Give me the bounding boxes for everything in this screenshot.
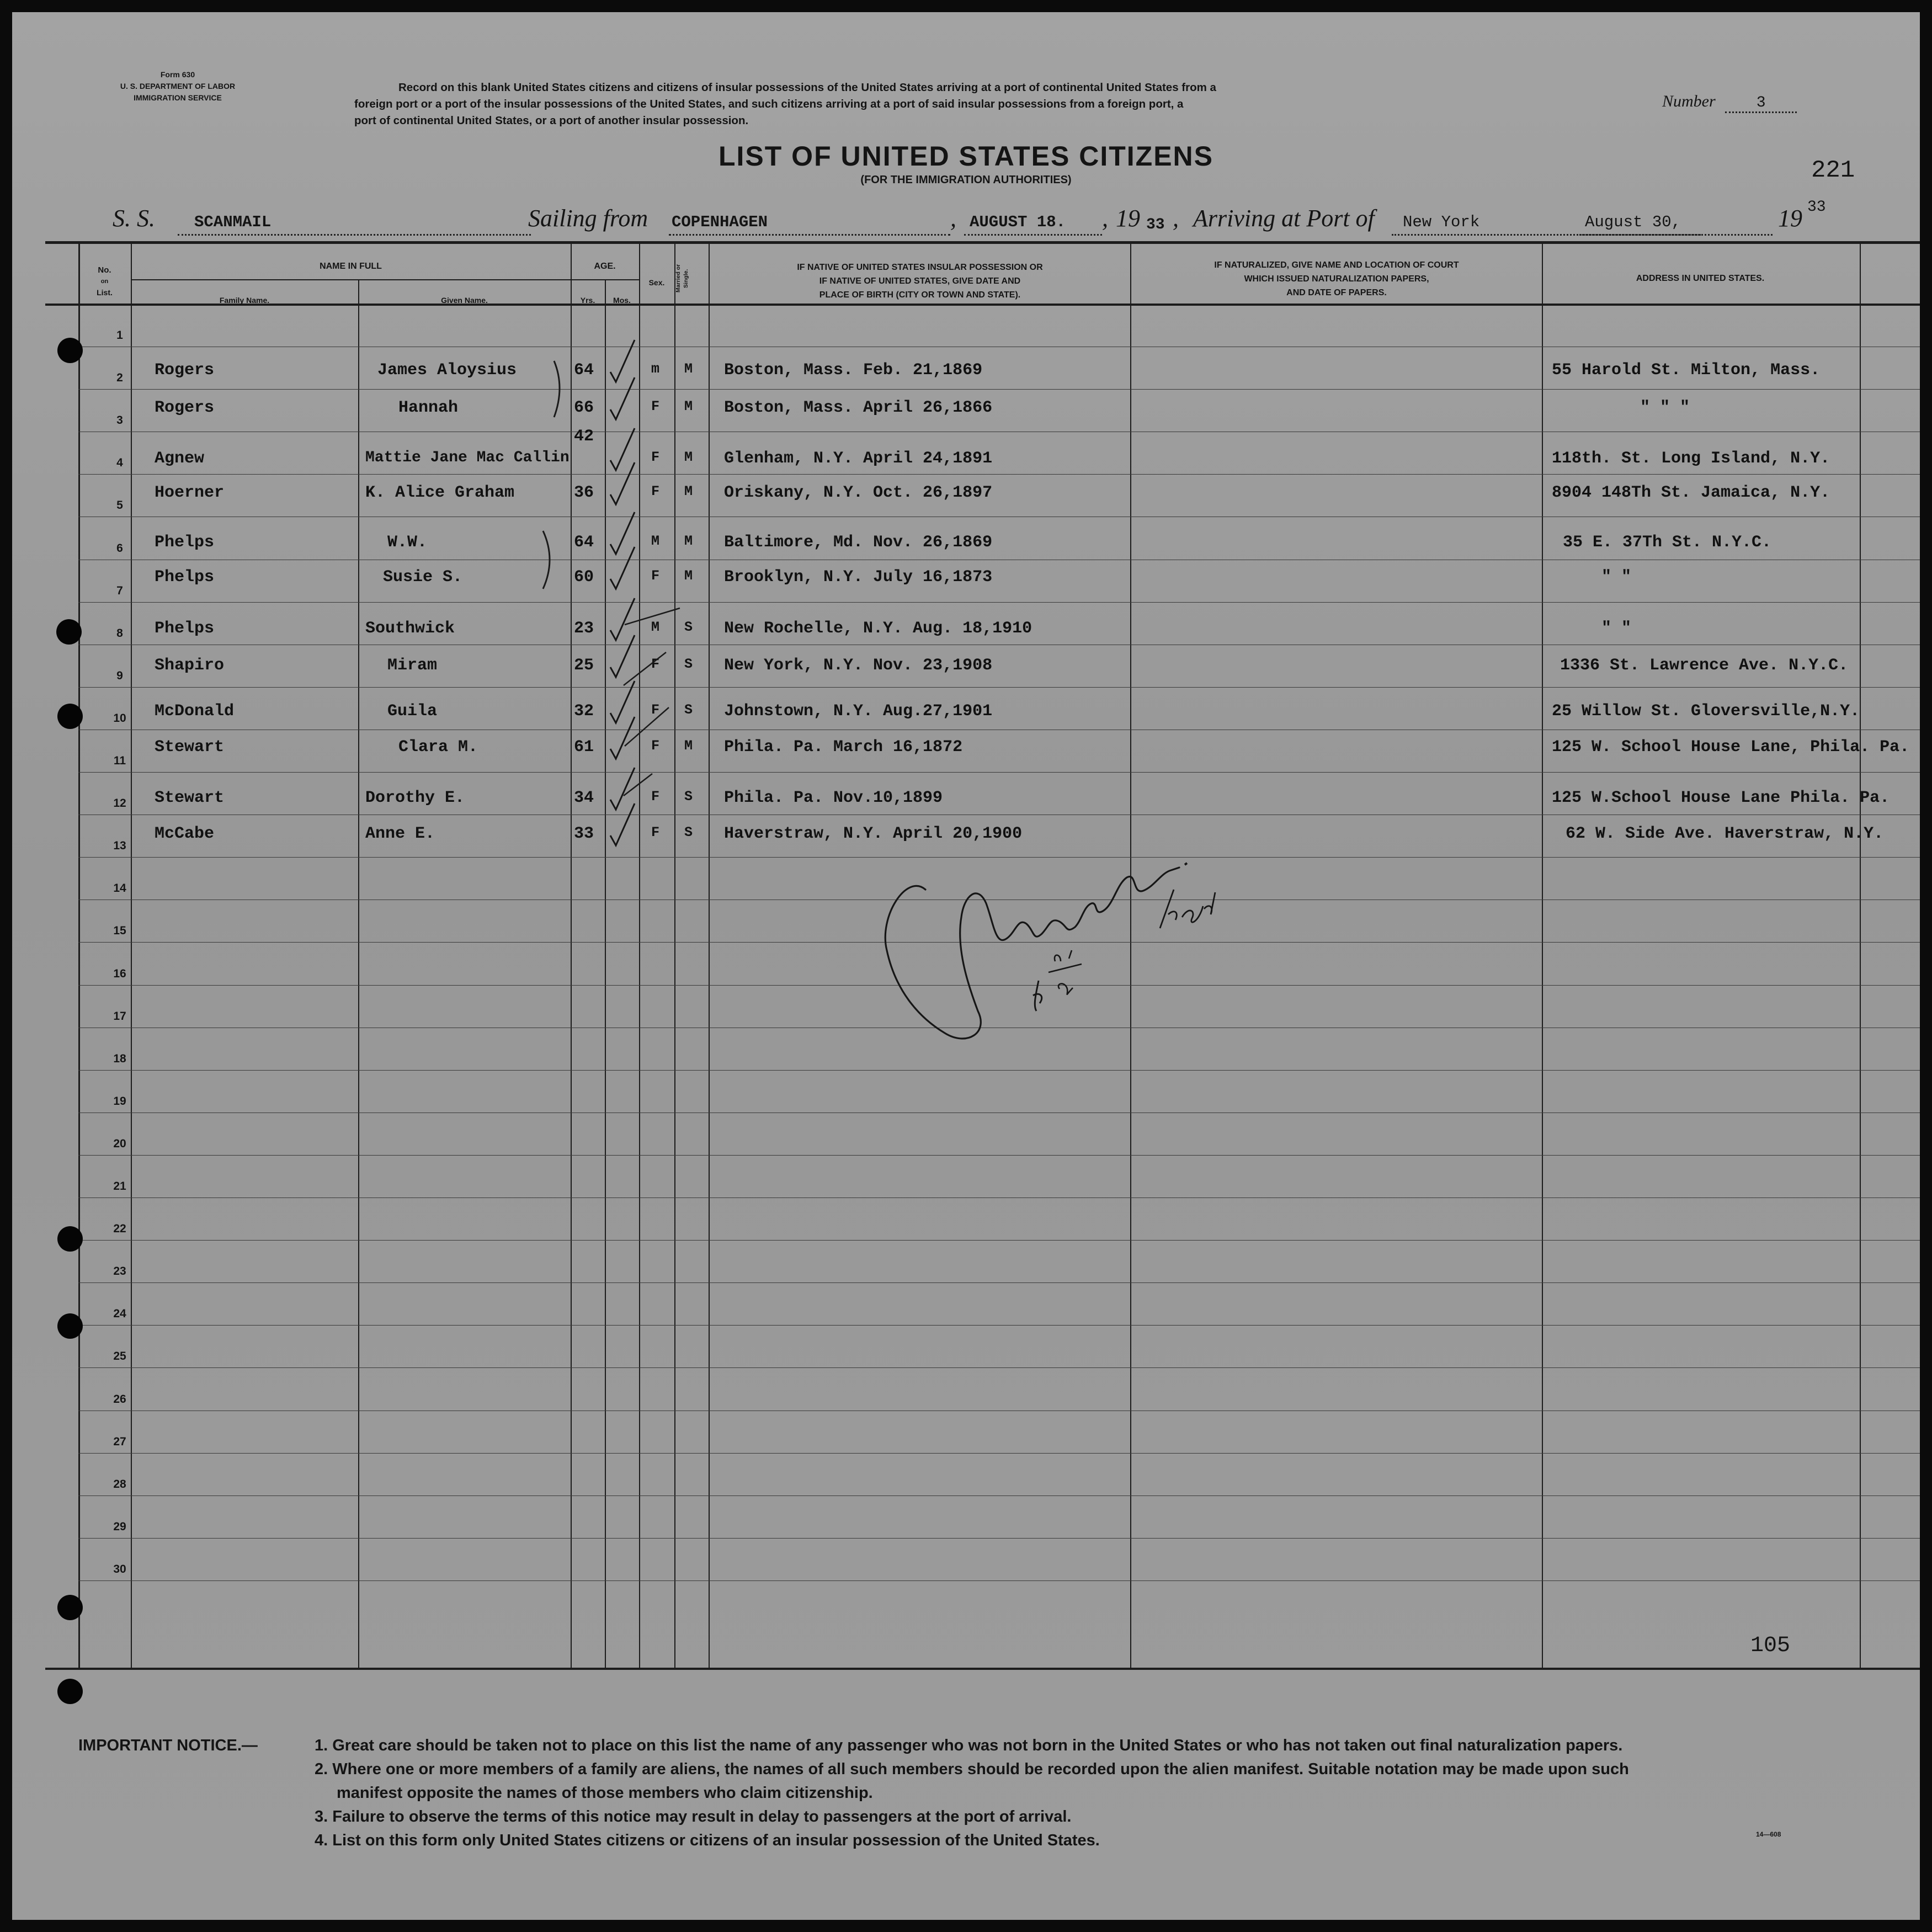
department-name: U. S. DEPARTMENT OF LABOR — [120, 82, 236, 91]
cell-sex: F — [651, 449, 660, 465]
sail-date: AUGUST 18. — [970, 213, 1066, 231]
cell-yrs: 42 — [574, 427, 594, 446]
row-number: 6 — [116, 542, 123, 555]
page-title: LIST OF UNITED STATES CITIZENS — [718, 141, 1214, 172]
check-mark — [610, 512, 635, 554]
header-yrs: Yrs. — [580, 296, 595, 305]
punch-hole — [57, 1595, 83, 1620]
cell-yrs: 34 — [574, 789, 594, 807]
cell-birth: Boston, Mass. April 26,1866 — [724, 398, 993, 417]
check-mark — [610, 598, 635, 640]
arrival-date: August 30, — [1585, 213, 1681, 231]
cell-address: 1336 St. Lawrence Ave. N.Y.C. — [1560, 656, 1849, 675]
cell-family: Rogers — [155, 361, 215, 380]
header-no: No. on List. — [97, 265, 113, 297]
row-number: 27 — [113, 1435, 126, 1448]
slash-mark — [624, 652, 666, 685]
cell-married: S — [684, 789, 693, 805]
cell-given: Miram — [387, 656, 438, 675]
cell-yrs: 23 — [574, 619, 594, 638]
arrival-year-prefix: 19 — [1778, 205, 1802, 232]
cell-birth: Oriskany, N.Y. Oct. 26,1897 — [724, 483, 993, 502]
cell-sex: F — [651, 789, 660, 805]
row-number: 21 — [113, 1180, 126, 1193]
sailing-label: Sailing from — [528, 205, 648, 232]
cell-birth: Brooklyn, N.Y. July 16,1873 — [724, 568, 993, 587]
row-number: 10 — [113, 712, 126, 725]
cell-birth: Glenham, N.Y. April 24,1891 — [724, 449, 993, 468]
instructions-line: foreign port or a port of the insular possessions of the United States, and such citizens arriving at a port of said insular possessions from a foreign port, a — [354, 98, 1184, 110]
cell-sex: F — [651, 738, 660, 754]
cell-married: M — [684, 533, 693, 549]
slash-mark — [625, 608, 680, 625]
row-number: 19 — [113, 1095, 126, 1108]
arrival-year: 33 — [1807, 199, 1826, 216]
row-number: 13 — [113, 839, 126, 852]
cell-given: Mattie Jane Mac Callin — [365, 449, 570, 466]
row-number: 18 — [113, 1052, 126, 1065]
page-subtitle: (FOR THE IMMIGRATION AUTHORITIES) — [860, 174, 1072, 186]
cell-sex: M — [651, 619, 660, 635]
row-number: 16 — [113, 967, 126, 980]
cell-married: M — [684, 398, 693, 414]
notice-item: manifest opposite the names of those members who claim citizenship. — [337, 1784, 873, 1802]
cell-given: Southwick — [365, 619, 455, 638]
row-number: 3 — [116, 414, 123, 427]
check-mark — [610, 547, 635, 589]
header-name-in-full: NAME IN FULL — [320, 262, 382, 271]
row-number: 22 — [113, 1222, 126, 1235]
check-mark — [610, 340, 635, 382]
cell-yrs: 36 — [574, 483, 594, 502]
cell-birth: Boston, Mass. Feb. 21,1869 — [724, 361, 983, 380]
ship-name: SCANMAIL — [194, 213, 272, 231]
row-number: 2 — [116, 371, 123, 384]
form-code: 14—608 — [1756, 1830, 1781, 1838]
cell-married: S — [684, 619, 693, 635]
check-mark — [610, 803, 635, 845]
cell-family: Phelps — [155, 568, 215, 587]
row-number: 24 — [113, 1307, 126, 1320]
row-number: 30 — [113, 1563, 126, 1576]
ss-label: S. S. — [113, 205, 155, 232]
check-mark — [610, 377, 635, 419]
cell-married: M — [684, 738, 693, 754]
cell-address: " " — [1601, 619, 1632, 638]
cell-birth: Haverstraw, N.Y. April 20,1900 — [724, 824, 1023, 843]
notice-items — [315, 1734, 1904, 1853]
cell-yrs: 64 — [574, 361, 594, 380]
punch-hole — [57, 704, 83, 729]
cell-married: M — [684, 449, 693, 465]
cell-address: 125 W. School House Lane, Phila. Pa. — [1552, 738, 1910, 757]
cell-family: McDonald — [155, 702, 235, 721]
row-number: 14 — [113, 882, 126, 895]
row-number: 20 — [113, 1137, 126, 1150]
cell-married: S — [684, 824, 693, 840]
inspector-signature — [873, 851, 1259, 1083]
row-number: 11 — [113, 754, 126, 767]
row-number: 23 — [113, 1265, 126, 1278]
cell-address: 35 E. 37Th St. N.Y.C. — [1563, 533, 1772, 552]
cell-given: James Aloysius — [377, 361, 517, 380]
cell-given: Anne E. — [365, 824, 435, 843]
row-number: 1 — [116, 329, 123, 342]
cell-yrs: 61 — [574, 738, 594, 757]
row-number: 25 — [113, 1350, 126, 1362]
cell-sex: F — [651, 483, 660, 499]
cell-sex: M — [651, 533, 660, 549]
form-number: Form 630 — [160, 70, 195, 79]
check-mark — [610, 768, 635, 810]
cell-family: Stewart — [155, 789, 225, 807]
cell-birth: Baltimore, Md. Nov. 26,1869 — [724, 533, 993, 552]
row-number: 17 — [113, 1010, 126, 1023]
header-married: Married or Single. — [675, 264, 689, 293]
cell-given: Clara M. — [398, 738, 478, 757]
cell-address: " " — [1601, 568, 1632, 587]
cell-married: S — [684, 702, 693, 718]
cell-address: 25 Willow St. Gloversville,N.Y. — [1552, 702, 1860, 721]
check-marks — [610, 340, 635, 845]
notice-item: 1. Great care should be taken not to place on this list the name of any passenger who was not born in the United States or who has not taken out final naturalization papers. — [315, 1737, 1623, 1754]
cell-birth: Johnstown, N.Y. Aug.27,1901 — [724, 702, 993, 721]
cell-yrs: 66 — [574, 398, 594, 417]
cell-given: K. Alice Graham — [365, 483, 515, 502]
from-port: COPENHAGEN — [672, 213, 768, 231]
notice-lead: IMPORTANT NOTICE.— — [78, 1737, 258, 1754]
cell-yrs: 64 — [574, 533, 594, 552]
row-number: 5 — [116, 499, 123, 512]
check-mark — [610, 428, 635, 470]
cell-birth: Phila. Pa. Nov.10,1899 — [724, 789, 943, 807]
cell-address: " " " — [1640, 398, 1690, 417]
number-value: 3 — [1725, 94, 1797, 113]
row-number: 29 — [113, 1520, 126, 1533]
year-prefix: 19 — [1116, 205, 1140, 232]
row-number: 15 — [113, 924, 126, 937]
row-number: 8 — [116, 627, 123, 640]
cell-given: Hannah — [398, 398, 459, 417]
header-sex: Sex. — [648, 278, 665, 287]
cell-birth: New Rochelle, N.Y. Aug. 18,1910 — [724, 619, 1032, 638]
header-naturalized: IF NATURALIZED, GIVE NAME AND LOCATION OF COURT WHICH ISSUED NATURALIZATION PAPERS, AND DATE OF PAPERS. — [1214, 260, 1459, 297]
cell-family: McCabe — [155, 824, 215, 843]
slash-mark — [625, 707, 669, 746]
punch-hole — [56, 619, 82, 645]
cell-married: M — [684, 568, 693, 584]
cell-address: 62 W. Side Ave. Haverstraw, N.Y. — [1566, 824, 1884, 843]
cell-family: Rogers — [155, 398, 215, 417]
bottom-stamp: 105 — [1750, 1633, 1791, 1658]
cell-given: Dorothy E. — [365, 789, 465, 807]
cell-family: Agnew — [155, 449, 205, 468]
manifest-sheet — [12, 12, 1920, 1920]
punch-hole — [57, 1226, 83, 1252]
row-number: 26 — [113, 1393, 126, 1406]
page-stamp: 221 — [1811, 157, 1855, 184]
cell-birth: Phila. Pa. March 16,1872 — [724, 738, 963, 757]
cell-birth: New York, N.Y. Nov. 23,1908 — [724, 656, 993, 675]
cell-given: Guila — [387, 702, 438, 721]
voyage-line: S. S. SCANMAIL Sailing from COPENHAGEN , AUGUST 18. , 19 33 , Arriving at Port of New York August 30, 19 33 — [12, 200, 1920, 238]
number-label: Number — [1662, 92, 1716, 110]
row-number: 12 — [113, 797, 126, 810]
punch-hole — [57, 1679, 83, 1704]
notice-item: 3. Failure to observe the terms of this notice may result in delay to passengers at the port of arrival. — [315, 1808, 1072, 1825]
instructions-line: port of continental United States, or a port of another insular possession. — [354, 114, 749, 127]
notice-item: 2. Where one or more members of a family are aliens, the names of all such members should be recorded upon the alien manifest. Suitable notation may be made upon such — [315, 1760, 1629, 1778]
cell-address: 8904 148Th St. Jamaica, N.Y. — [1552, 483, 1830, 502]
check-mark — [610, 635, 635, 677]
cell-sex: F — [651, 702, 660, 718]
cell-family: Stewart — [155, 738, 225, 757]
cell-address: 125 W.School House Lane Phila. Pa. — [1552, 789, 1890, 807]
cell-family: Phelps — [155, 533, 215, 552]
cell-married: M — [684, 361, 693, 377]
cell-married: S — [684, 656, 693, 672]
punch-hole — [57, 1313, 83, 1339]
cell-given: Susie S. — [383, 568, 463, 587]
cell-sex: F — [651, 824, 660, 840]
sail-year: 33 — [1146, 216, 1165, 233]
cell-family: Hoerner — [155, 483, 225, 502]
slash-mark — [624, 774, 652, 796]
cell-family: Shapiro — [155, 656, 225, 675]
cell-sex: F — [651, 568, 660, 584]
notice-item: 4. List on this form only United States citizens or citizens of an insular possession of the United States. — [315, 1832, 1100, 1849]
arriving-label: Arriving at Port of — [1193, 205, 1375, 232]
cell-yrs: 60 — [574, 568, 594, 587]
header-given-name: Given Name. — [441, 296, 488, 305]
row-number: 7 — [116, 584, 123, 597]
cell-yrs: 25 — [574, 656, 594, 675]
row-number: 9 — [116, 669, 123, 682]
cell-married: M — [684, 483, 693, 499]
family-bracket — [554, 361, 560, 417]
row-number: 28 — [113, 1478, 126, 1491]
check-mark — [610, 462, 635, 504]
header-address: ADDRESS IN UNITED STATES. — [1636, 274, 1765, 283]
cell-sex: F — [651, 398, 660, 414]
cell-address: 55 Harold St. Milton, Mass. — [1552, 361, 1821, 380]
punch-hole — [57, 338, 83, 363]
cell-address: 118th. St. Long Island, N.Y. — [1552, 449, 1830, 468]
cell-sex: F — [651, 656, 660, 672]
arrival-port: New York — [1403, 213, 1480, 231]
cell-sex: m — [651, 361, 660, 377]
header-age: AGE. — [594, 262, 616, 271]
family-bracket — [543, 531, 550, 589]
header-family-name: Family Name. — [219, 296, 270, 305]
row-number: 4 — [116, 456, 123, 469]
cell-yrs: 32 — [574, 702, 594, 721]
check-mark — [610, 681, 635, 723]
header-birth: IF NATIVE OF UNITED STATES INSULAR POSSESSION OR IF NATIVE OF UNITED STATES, GIVE DATE AND PLACE OF BIRTH (CITY OR TOWN AND STATE). — [797, 263, 1043, 300]
check-mark — [610, 717, 635, 759]
header-mos: Mos. — [613, 296, 631, 305]
cell-yrs: 33 — [574, 824, 594, 843]
instructions-line: Record on this blank United States citizens and citizens of insular possessions of the United States arriving at a port of continental United States from a — [398, 81, 1216, 94]
service-name: IMMIGRATION SERVICE — [134, 93, 222, 102]
cell-family: Phelps — [155, 619, 215, 638]
cell-given: W.W. — [387, 533, 428, 552]
